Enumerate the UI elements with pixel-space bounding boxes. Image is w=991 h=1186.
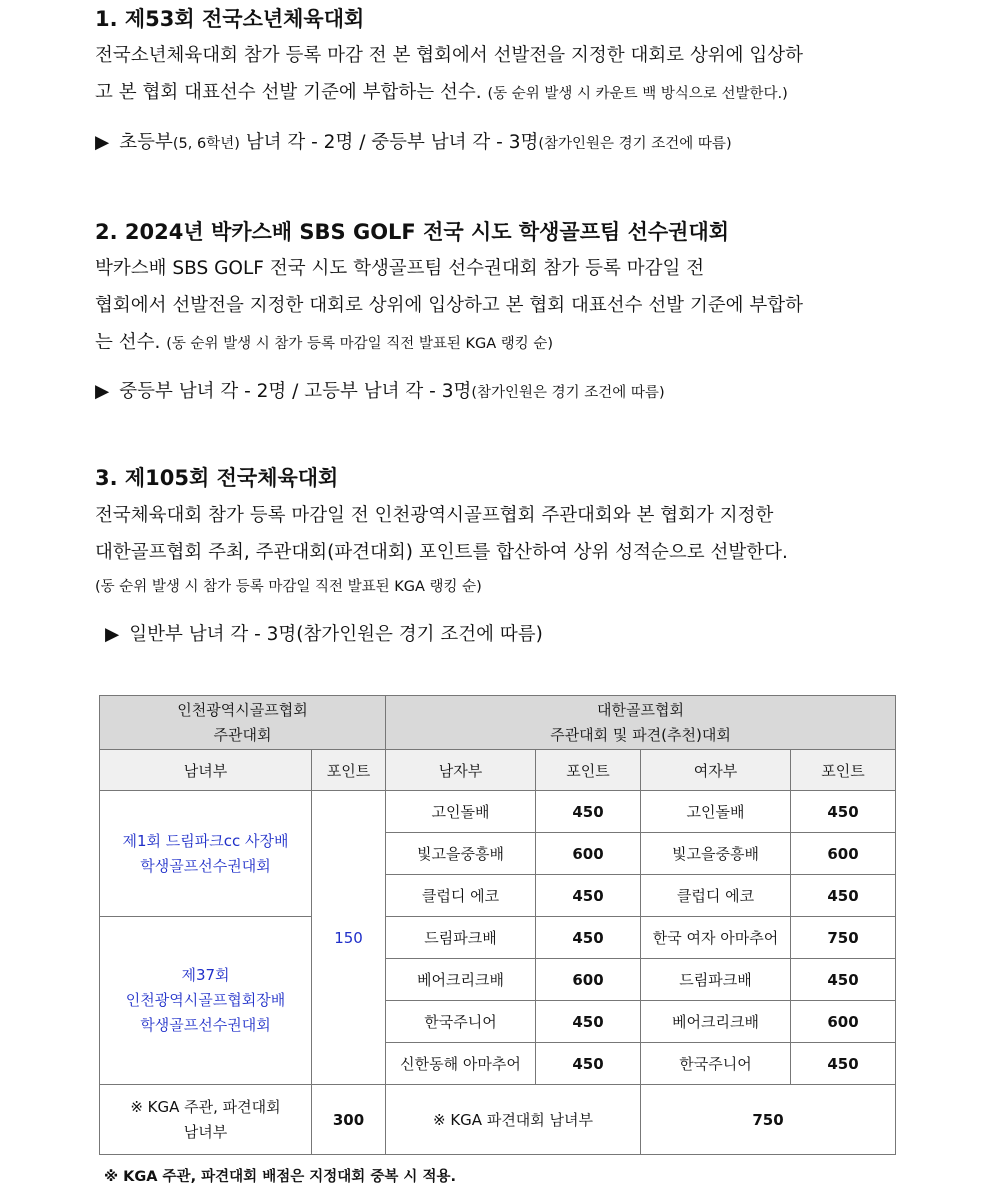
triangle-bullet-icon: ▶ — [105, 624, 120, 645]
section-2-line-1: 박카스배 SBS GOLF 전국 시도 학생골프팀 선수권대회 참가 등록 마감일 전 — [95, 258, 705, 279]
footnote: ※ KGA 주관, 파견대회 배점은 지정대회 중복 시 적용. — [104, 1169, 456, 1185]
female-point: 450 — [791, 791, 896, 833]
col-female: 여자부 — [641, 750, 791, 791]
female-point: 450 — [791, 875, 896, 917]
kga-dispatch-label: ※ KGA 파견대회 남녀부 — [386, 1085, 641, 1155]
points-table — [99, 695, 896, 1155]
male-point: 450 — [536, 875, 641, 917]
section-3-title: 3. 제105회 전국체육대회 — [95, 466, 339, 490]
table-row — [100, 791, 896, 833]
col-male-point: 포인트 — [536, 750, 641, 791]
female-tournament: 한국주니어 — [641, 1043, 791, 1085]
section-2-line-2: 협회에서 선발전을 지정한 대회로 상위에 입상하고 본 협회 대표선수 선발 기준에 부합하 — [95, 295, 804, 316]
female-tournament: 한국 여자 아마추어 — [641, 917, 791, 959]
section-1-line-1: 전국소년체육대회 참가 등록 마감 전 본 협회에서 선발전을 지정한 대회로 상위에 입상하 — [95, 45, 804, 66]
kga-hosted-label: ※ KGA 주관, 파견대회 남녀부 — [100, 1085, 312, 1155]
table-kga-row — [100, 1085, 896, 1155]
section-1-note: (동 순위 발생 시 카운트 백 방식으로 선발한다.) — [487, 86, 788, 102]
female-point: 600 — [791, 833, 896, 875]
male-tournament: 베어크리크배 — [386, 959, 536, 1001]
triangle-bullet-icon: ▶ — [95, 381, 110, 402]
male-point: 600 — [536, 833, 641, 875]
triangle-bullet-icon: ▶ — [95, 132, 110, 153]
kga-dispatch-point: 750 — [641, 1085, 896, 1155]
header-local-association: 인천광역시골프협회 주관대회 — [100, 696, 386, 750]
section-1-line-2: 고 본 협회 대표선수 선발 기준에 부합하는 선수. (동 순위 발생 시 카운트 백 방식으로 선발한다.) — [95, 82, 788, 103]
female-tournament: 클럽디 에코 — [641, 875, 791, 917]
local-tournament-1: 제1회 드림파크cc 사장배 학생골프선수권대회 — [100, 791, 312, 917]
local-tournament-2: 제37회 인천광역시골프협회장배 학생골프선수권대회 — [100, 917, 312, 1085]
male-point: 450 — [536, 791, 641, 833]
section-2-line-3: 는 선수. (동 순위 발생 시 참가 등록 마감일 직전 발표된 KGA 랭킹 순) — [95, 332, 554, 353]
male-tournament: 드림파크배 — [386, 917, 536, 959]
male-tournament: 한국주니어 — [386, 1001, 536, 1043]
section-2-note: (동 순위 발생 시 참가 등록 마감일 직전 발표된 KGA 랭킹 순) — [166, 336, 554, 352]
col-point: 포인트 — [312, 750, 386, 791]
female-tournament: 빛고을중흥배 — [641, 833, 791, 875]
col-male: 남자부 — [386, 750, 536, 791]
male-point: 450 — [536, 1001, 641, 1043]
male-tournament: 클럽디 에코 — [386, 875, 536, 917]
female-point: 450 — [791, 959, 896, 1001]
header-kga: 대한골프협회 주관대회 및 파견(추천)대회 — [386, 696, 896, 750]
section-2-bullet: ▶ 중등부 남녀 각 - 2명 / 고등부 남녀 각 - 3명(참가인원은 경기 조건에 따름) — [95, 381, 665, 402]
female-tournament: 베어크리크배 — [641, 1001, 791, 1043]
kga-hosted-point: 300 — [312, 1085, 386, 1155]
female-tournament: 드림파크배 — [641, 959, 791, 1001]
table-header-row — [100, 696, 896, 750]
section-2-title: 2. 2024년 박카스배 SBS GOLF 전국 시도 학생골프팀 선수권대회 — [95, 220, 730, 244]
female-tournament: 고인돌배 — [641, 791, 791, 833]
male-tournament: 빛고을중흥배 — [386, 833, 536, 875]
male-point: 450 — [536, 917, 641, 959]
female-point: 750 — [791, 917, 896, 959]
table-subheader-row — [100, 750, 896, 791]
female-point: 450 — [791, 1043, 896, 1085]
col-female-point: 포인트 — [791, 750, 896, 791]
local-point: 150 — [312, 791, 386, 1085]
section-1-title: 1. 제53회 전국소년체육대회 — [95, 7, 365, 31]
section-3-bullet: ▶ 일반부 남녀 각 - 3명(참가인원은 경기 조건에 따름) — [105, 624, 543, 645]
col-gender: 남녀부 — [100, 750, 312, 791]
section-1-bullet: ▶ 초등부(5, 6학년) 남녀 각 - 2명 / 중등부 남녀 각 - 3명(참가인원은 경기 조건에 따름) — [95, 132, 732, 153]
section-3-line-3: (동 순위 발생 시 참가 등록 마감일 직전 발표된 KGA 랭킹 순) — [95, 579, 482, 595]
male-tournament: 고인돌배 — [386, 791, 536, 833]
male-point: 450 — [536, 1043, 641, 1085]
male-point: 600 — [536, 959, 641, 1001]
section-3-line-1: 전국체육대회 참가 등록 마감일 전 인천광역시골프협회 주관대회와 본 협회가 지정한 — [95, 505, 774, 526]
table-row — [100, 917, 896, 959]
female-point: 600 — [791, 1001, 896, 1043]
section-3-line-2: 대한골프협회 주최, 주관대회(파견대회) 포인트를 합산하여 상위 성적순으로 선발한다. — [95, 542, 788, 563]
male-tournament: 신한동해 아마추어 — [386, 1043, 536, 1085]
